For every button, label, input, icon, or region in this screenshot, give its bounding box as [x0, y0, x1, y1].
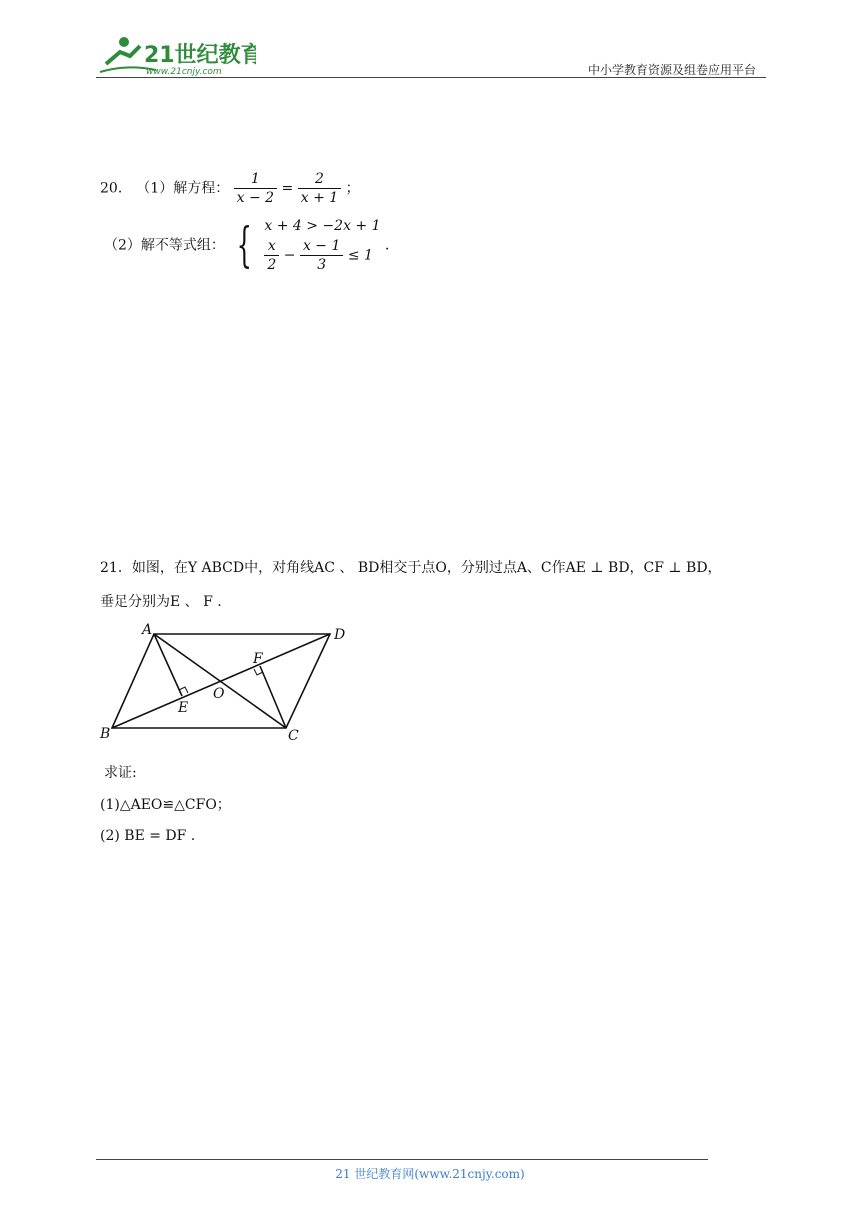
label-o: O	[213, 686, 225, 702]
question-21-line2: 垂足分别为E 、 F .	[100, 594, 222, 610]
footer-divider	[96, 1159, 708, 1160]
q20-equals: =	[281, 180, 294, 197]
ineq2-frac-b-num: x − 1	[300, 237, 343, 256]
q20-rhs-fraction	[298, 170, 341, 207]
inequality-system	[264, 215, 380, 274]
header-divider	[96, 77, 766, 78]
ineq2-frac-a	[264, 237, 279, 274]
logo-url: www.21cnjy.com	[146, 67, 222, 76]
q20-part1-end: ；	[345, 180, 360, 197]
header-tagline: 中小学教育资源及组卷应用平台	[587, 63, 756, 77]
question-20-part2	[104, 215, 399, 274]
q20-part2-prefix: （2）解不等式组：	[104, 237, 225, 254]
q20-number: 20．	[100, 180, 132, 197]
diagonal-bd	[112, 634, 330, 728]
proof-item-1: (1)△AEO≌△CFO；	[100, 797, 231, 813]
label-d: D	[334, 627, 346, 643]
label-c: C	[288, 728, 299, 744]
ineq2-end: ≤ 1	[347, 247, 373, 264]
inequality-2	[264, 237, 380, 274]
site-logo	[96, 34, 256, 76]
q20-rhs-num: 2	[298, 170, 341, 189]
figure-svg	[98, 620, 358, 745]
q20-lhs-num: 1	[234, 170, 277, 189]
ineq2-frac-b	[300, 237, 343, 274]
question-20-part1	[100, 170, 360, 207]
ineq2-minus: −	[283, 247, 296, 264]
ineq2-frac-a-den: 2	[267, 257, 277, 273]
inequality-1: x + 4 > −2x + 1	[264, 218, 381, 234]
q20-lhs-den: x − 2	[236, 190, 275, 206]
logo-text: 21世纪教育	[144, 43, 256, 68]
q20-rhs-den: x + 1	[300, 190, 339, 206]
label-f: F	[253, 651, 263, 667]
ineq2-frac-b-den: 3	[317, 257, 327, 273]
proof-label: 求证:	[104, 765, 137, 781]
ineq2-frac-a-num: x	[264, 237, 279, 256]
label-e: E	[178, 700, 189, 716]
system-brace: {	[237, 216, 253, 273]
footer-link[interactable]: 21 世纪教育网(www.21cnjy.com)	[335, 1167, 525, 1181]
q20-part2-end: ．	[384, 237, 399, 254]
logo-graphic	[96, 34, 256, 76]
label-b: B	[100, 726, 111, 742]
q20-lhs-fraction	[234, 170, 277, 207]
q20-part1-prefix: （1）解方程：	[136, 180, 230, 197]
question-21-line1: 21．如图，在Y ABCD中，对角线AC 、 BD相交于点O，分别过点A、C作AE ⊥ BD，CF ⊥ BD，	[100, 560, 722, 576]
parallelogram-figure	[98, 620, 358, 745]
proof-item-2: (2) BE = DF .	[100, 828, 196, 844]
label-a: A	[142, 622, 153, 638]
